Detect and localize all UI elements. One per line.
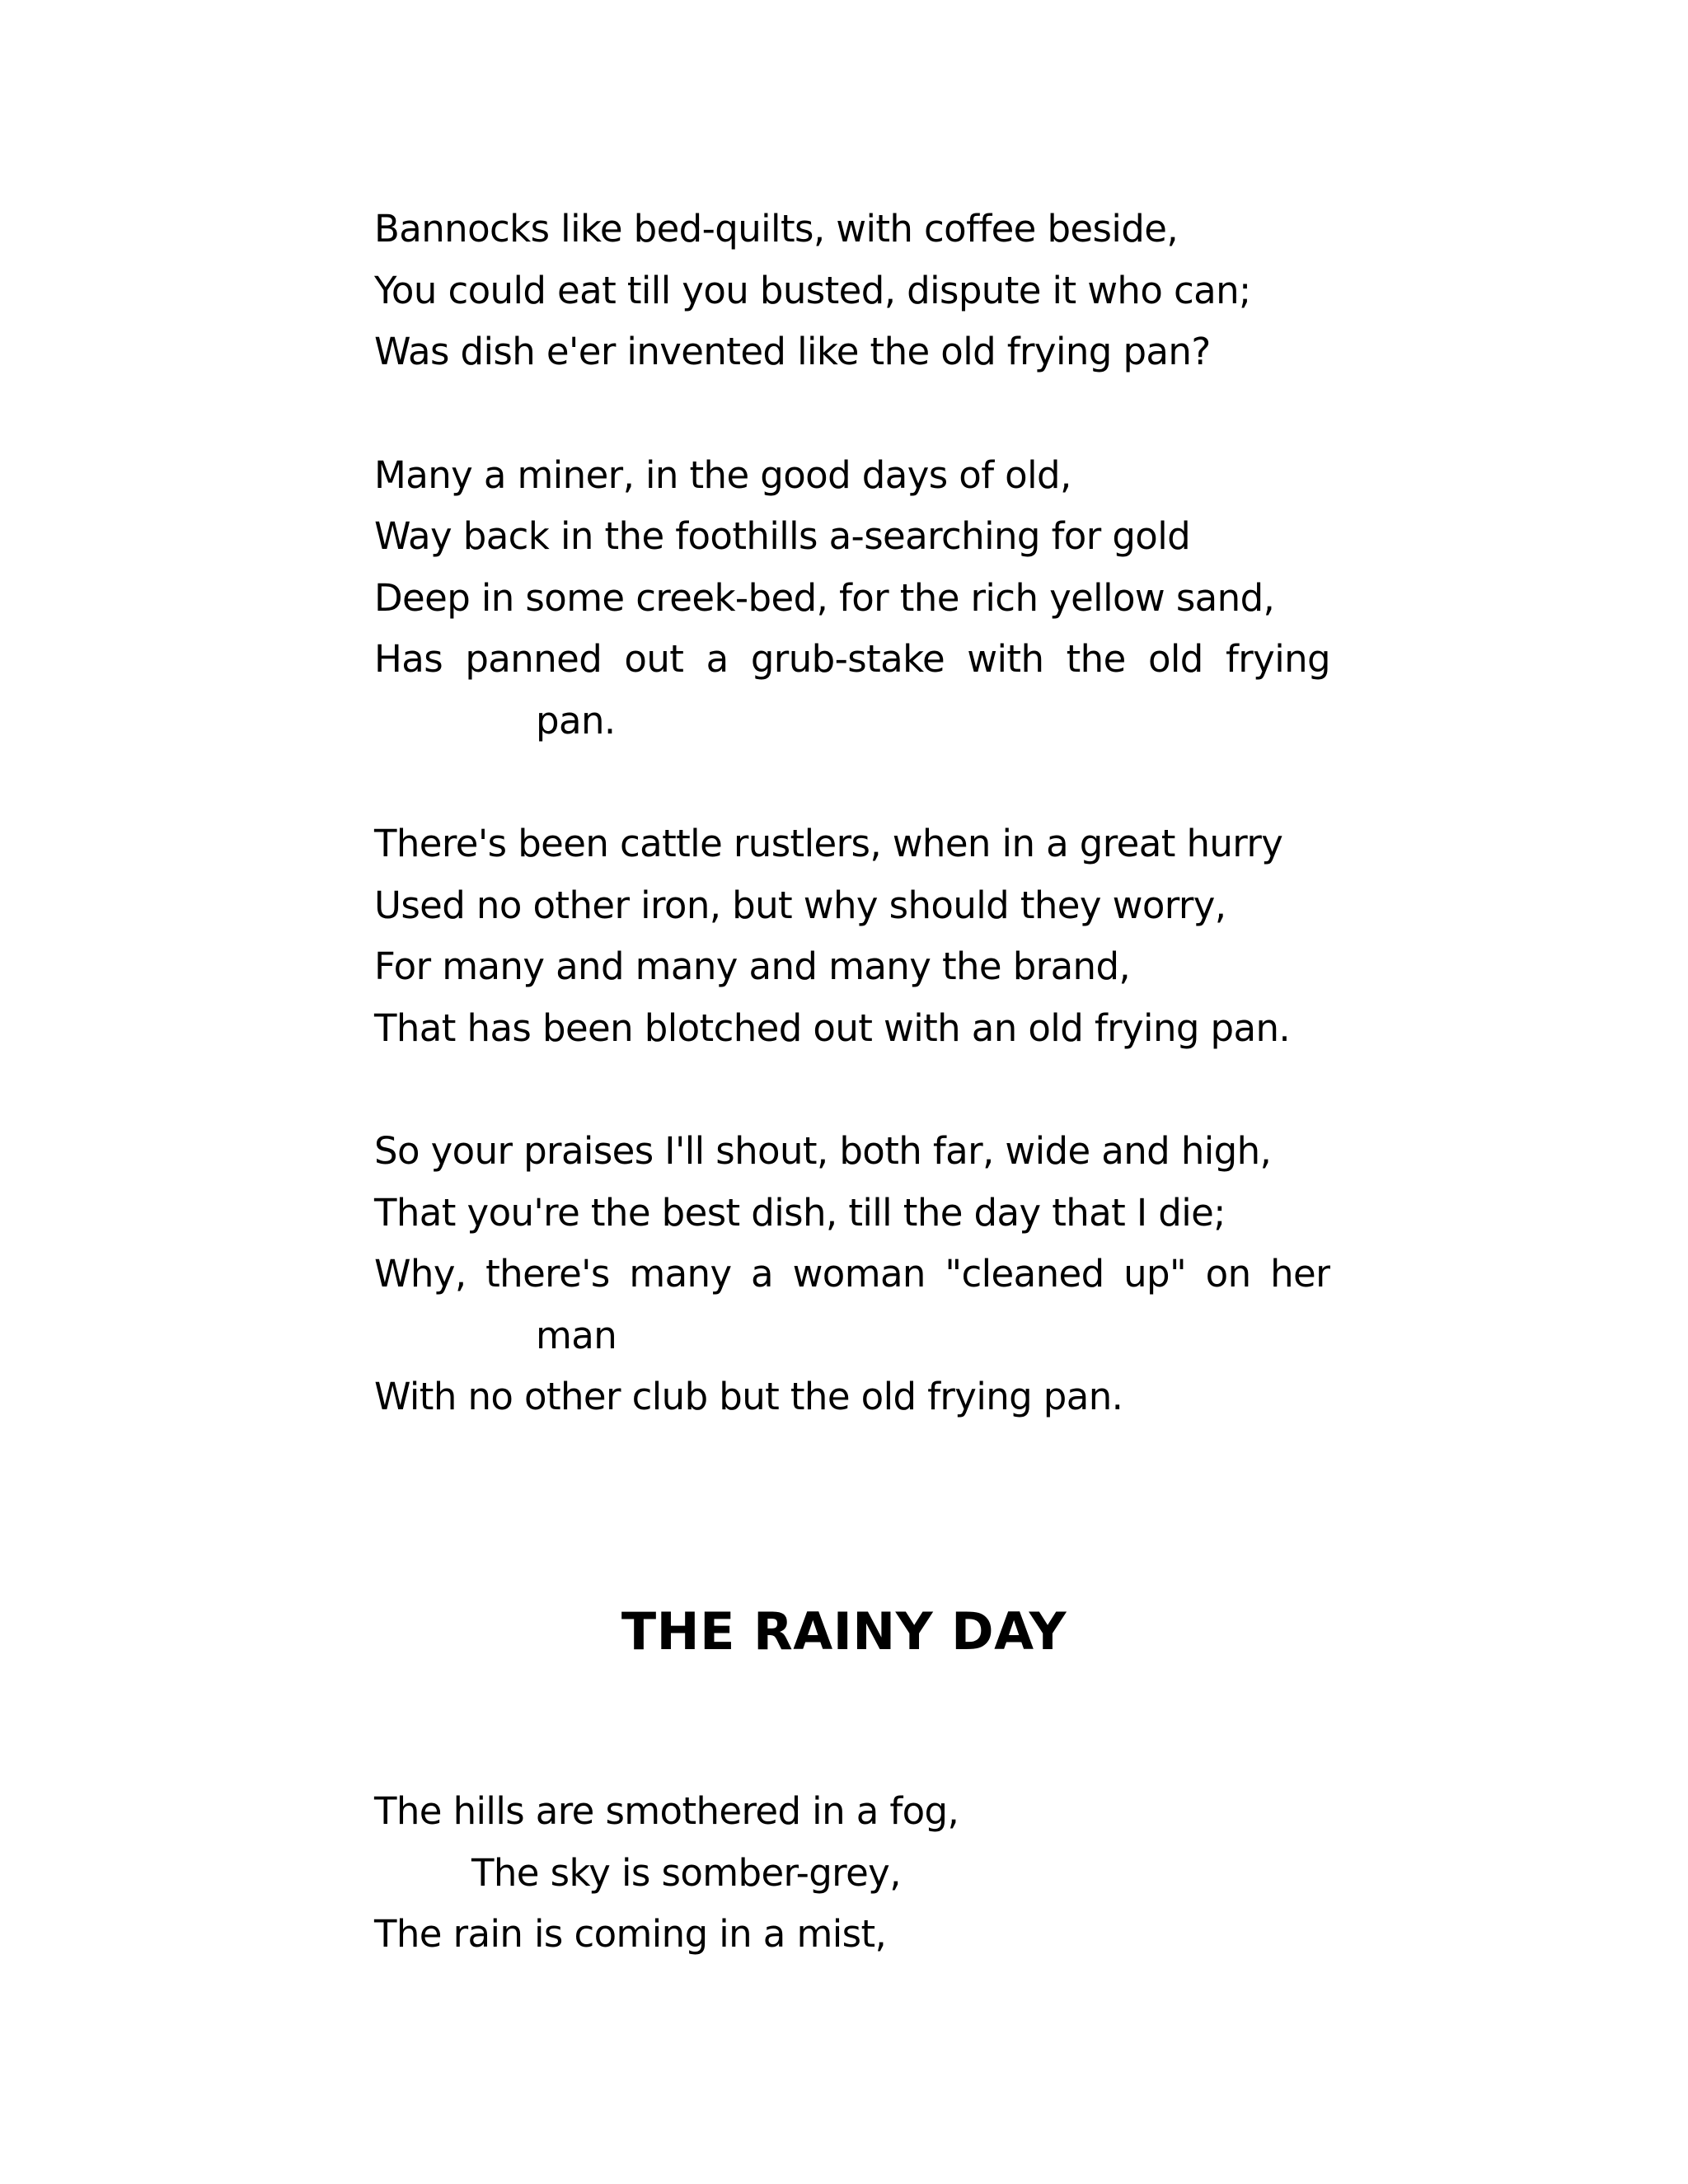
poem-line: Used no other iron, but why should they worry,: [374, 883, 1226, 927]
poem-line-justified: Has panned out a grub-stake with the old frying: [374, 637, 1330, 681]
poem-line: You could eat till you busted, dispute it who can;: [374, 268, 1251, 312]
poem-line-indented: The sky is somber-grey,: [471, 1850, 901, 1895]
poem-line: The hills are smothered in a fog,: [374, 1789, 959, 1833]
poem-line: With no other club but the old frying pan.: [374, 1375, 1123, 1418]
poem-line: That has been blotched out with an old frying pan.: [374, 1005, 1291, 1050]
poem-line-turnover: man: [536, 1313, 617, 1357]
stanza-break: [374, 1059, 1330, 1121]
poem-line: Deep in some creek-bed, for the rich yellow sand,: [374, 575, 1275, 620]
poem-line: That you're the best dish, till the day that I die;: [374, 1190, 1226, 1235]
poem-line: The rain is coming in a mist,: [374, 1912, 887, 1956]
stanza-break: [374, 383, 1330, 445]
frying-pan-poem: [374, 199, 1330, 1428]
poem-line: Many a miner, in the good days of old,: [374, 452, 1071, 497]
poem-line-turnover: pan.: [536, 698, 616, 743]
poem-title: THE RAINY DAY: [621, 1601, 1067, 1661]
rainy-day-poem: [374, 1781, 1330, 1966]
poem-line: Way back in the foothills a-searching for gold: [374, 514, 1191, 558]
stanza-break: [374, 752, 1330, 813]
poem-line: There's been cattle rustlers, when in a great hurry: [374, 822, 1283, 865]
poem-line: Was dish e'er invented like the old frying pan?: [374, 330, 1211, 373]
poem-line: For many and many and many the brand,: [374, 944, 1131, 988]
poem-line-justified: Why, there's many a woman "cleaned up" on her: [374, 1252, 1330, 1296]
poem-line: So your praises I'll shout, both far, wide and high,: [374, 1129, 1272, 1173]
poem-line: Bannocks like bed-quilts, with coffee beside,: [374, 207, 1179, 251]
